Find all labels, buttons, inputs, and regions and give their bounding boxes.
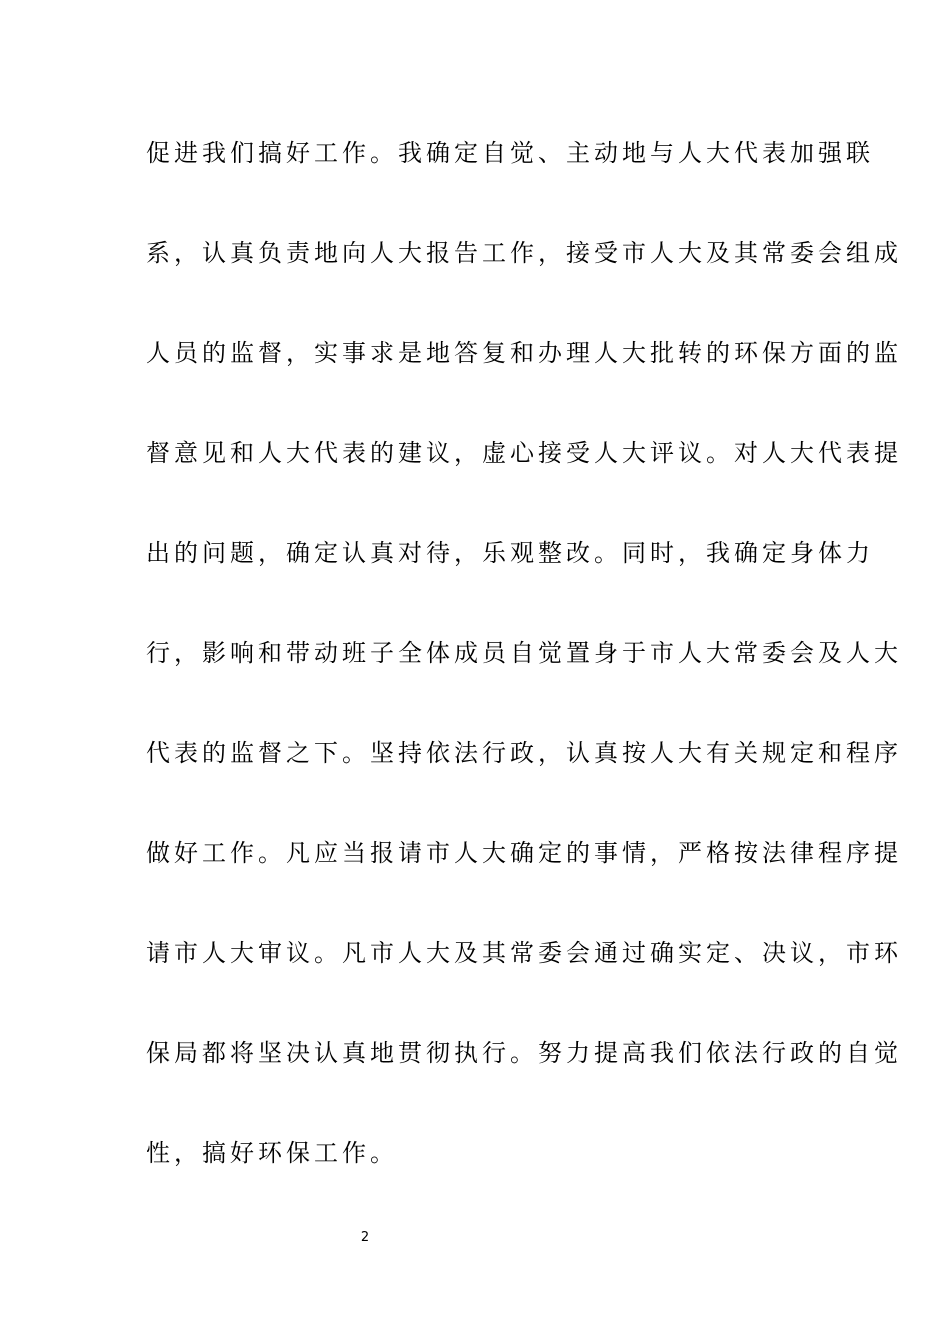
text-line: 行，影响和带动班子全体成员自觉置身于市人大常委会及人大 [146, 639, 902, 667]
text-line: 请市人大审议。凡市人大及其常委会通过确实定、决议，市环 [146, 939, 902, 967]
text-line: 代表的监督之下。坚持依法行政，认真按人大有关规定和程序 [146, 739, 902, 767]
text-line: 系，认真负责地向人大报告工作，接受市人大及其常委会组成 [146, 239, 902, 267]
text-line: 出的问题，确定认真对待，乐观整改。同时，我确定身体力 [146, 539, 874, 567]
text-line: 人员的监督，实事求是地答复和办理人大批转的环保方面的监 [146, 339, 902, 367]
text-line: 性，搞好环保工作。 [146, 1139, 398, 1167]
text-line: 保局都将坚决认真地贯彻执行。努力提高我们依法行政的自觉 [146, 1039, 902, 1067]
text-line: 做好工作。凡应当报请市人大确定的事情，严格按法律程序提 [146, 839, 902, 867]
page-number: 2 [360, 1230, 370, 1245]
body-paragraph [146, 128, 902, 1228]
text-line: 督意见和人大代表的建议，虚心接受人大评议。对人大代表提 [146, 439, 902, 467]
text-line: 促进我们搞好工作。我确定自觉、主动地与人大代表加强联 [146, 139, 874, 167]
